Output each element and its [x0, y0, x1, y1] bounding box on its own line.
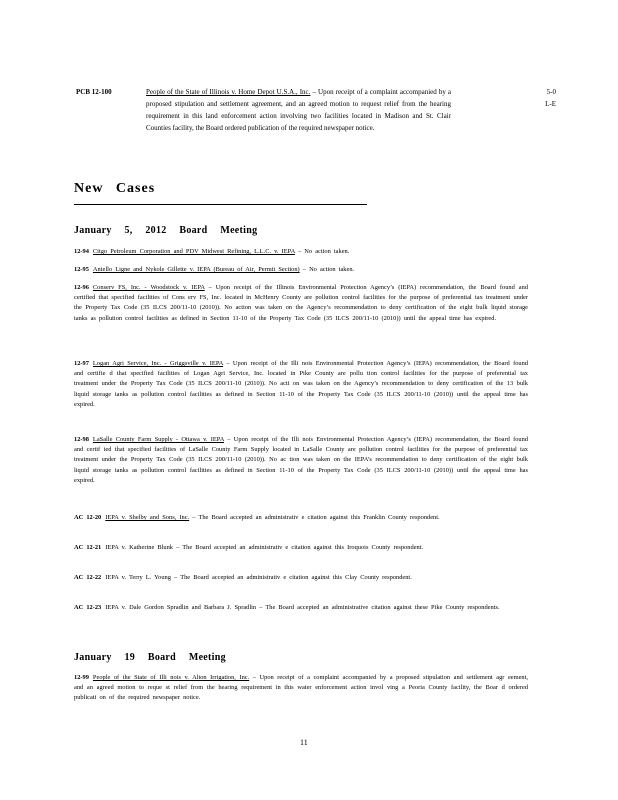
case-description: IEPA v. Katherine Blunk – The Board accepted an administrativ e citation against this Iroquois County respondent.: [105, 544, 424, 551]
case-entry: [74, 673, 528, 704]
case-entry: [74, 283, 528, 324]
case-name: Aniello Ligne and Nykole Gillette v. IEPA (Bureau of Air, Permit Section): [92, 266, 300, 273]
case-description: IEPA v. Terry L. Young – The Board accepted an administrativ e citation against this Clay County respondent.: [105, 574, 412, 581]
case-summary: [146, 86, 451, 134]
page-number: 11: [300, 738, 308, 747]
case-name: Conserv FS, Inc. - Woodstock v. IEPA: [92, 284, 205, 291]
case-number: 12-96: [74, 284, 89, 291]
meeting-title: January 5, 2012 Board Meeting: [74, 225, 258, 236]
case-description: – No action taken.: [294, 248, 350, 255]
case-number: 12-98: [74, 436, 89, 443]
case-number: 12-99: [74, 674, 89, 681]
section-divider: [74, 204, 367, 205]
case-name: Citgo Petroleum Corporation and PDV Midwest Refining, L.L.C. v. IEPA: [92, 248, 295, 255]
case-name: LaSalle County Farm Supply - Ottawa v. IEPA: [92, 436, 225, 443]
case-number: AC 12-23: [74, 604, 102, 611]
case-description: – Upon receipt of the Illi nois Environmental Protection Agency’s (IEPA) recommendation, the Board found and certifie d that specified facilities of Logan Agri Service, Inc. located in Pike County are pollu tion control facilities for the purpose of preferential tax treatment under the Property Tax Code (35 ILCS 200/11-10 (2010)). No acti on was taken on the Agency’s recommendation to deny certification of the 13 bulk liquid storage tanks as pollution control facilities as defined in Section 11-10 of the Property Tax Code (35 ILCS 200/11-10 (2010)) until the appeal time has expired.: [74, 360, 528, 408]
case-number: 12-97: [74, 360, 89, 367]
case-number: PCB 12-100: [76, 88, 112, 96]
case-description: – Upon receipt of a complaint accompanied by a proposed stipulation and settlement agreement, and an agreed motion to request relief from the hearing requirement in this land enforcement action involving two facilities located in Madison and St. Clair Counties facility, the Board ordered publication of the required newspaper notice.: [146, 88, 451, 132]
case-entry: [74, 513, 528, 523]
case-description: – The Board accepted an administrativ e citation against this Franklin County respondent.: [189, 514, 440, 521]
case-description: – Upon receipt of the Illinois Environmental Protection Agency’s (IEPA) recommendation, the Board found and certified that specified facilities of Cons erv FS, Inc. located in McHenry County are pollution control facilities for the purpose of preferential tax treatment under the Property Tax Code (35 ILCS 200/11-10 (2010)). No action was taken on the Agency’s recommendation to deny certification of the eight bulk liquid storage tanks as pollution control facilities as defined in Section 11-10 of the Property Tax Code (35 ILCS 200/11-10 (2010)) until the appeal time has expired.: [74, 284, 528, 322]
case-entry: [74, 603, 528, 613]
meeting-title: January 19 Board Meeting: [74, 652, 226, 663]
case-number: AC 12-20: [74, 514, 102, 521]
case-entry: [74, 573, 528, 583]
case-name: IEPA v. Shelby and Sons, Inc.: [105, 514, 190, 521]
case-entry: [74, 359, 528, 410]
section-title: New Cases: [74, 181, 156, 196]
case-number: AC 12-21: [74, 544, 102, 551]
case-description: IEPA v. Dale Gordon Spradlin and Barbara J. Spradlin – The Board accepted an administrative citation against these Pike County respondents.: [105, 604, 500, 611]
vote-column: [532, 86, 556, 110]
case-entry: [74, 435, 528, 486]
vote-count: 5-0: [546, 88, 556, 96]
case-description: – Upon receipt of the Illi nois Environmental Protection Agency’s (IEPA) recommendation, the Board found and certif ied that specified facilities of LaSalle County Farm Supply located in LaSalle County are pollution control facilities for the purpose of preferential tax treatment under the Property Tax Code (35 ILCS 200/11-10 (2010)). No ac tion was taken on the IEPA’s recommendation to deny certification of the eight bulk liquid storage tanks as pollution control facilities as defined in Section 11-10 of the Property Tax Code (35 ILCS 200/11-10 (2010)) until the appeal time has expired.: [74, 436, 528, 484]
case-name: People of the State of Illinois v. Home Depot U.S.A., Inc.: [146, 88, 311, 96]
case-number: 12-94: [74, 248, 89, 255]
case-entry: [74, 265, 528, 275]
case-number: AC 12-22: [74, 574, 102, 581]
case-number: 12-95: [74, 266, 89, 273]
case-description: – Upon receipt of a complaint accompanied by a proposed stipulation and settlement agr eement, and an agreed motion to reque st relief from the hearing requirement in this water enforcement action invol ving a Peoria County facility, the Boar d ordered publicati on of the required newspaper notice.: [74, 674, 528, 702]
case-entry: [74, 247, 528, 257]
case-name: Logan Agri Service, Inc. - Griggsville v. IEPA: [92, 360, 224, 367]
case-name: People of the State of Illi nois v. Alton Irrigation, Inc.: [92, 674, 250, 681]
vote-type: L-E: [545, 100, 556, 108]
case-description: – No action taken.: [299, 266, 355, 273]
case-entry: [74, 543, 528, 553]
